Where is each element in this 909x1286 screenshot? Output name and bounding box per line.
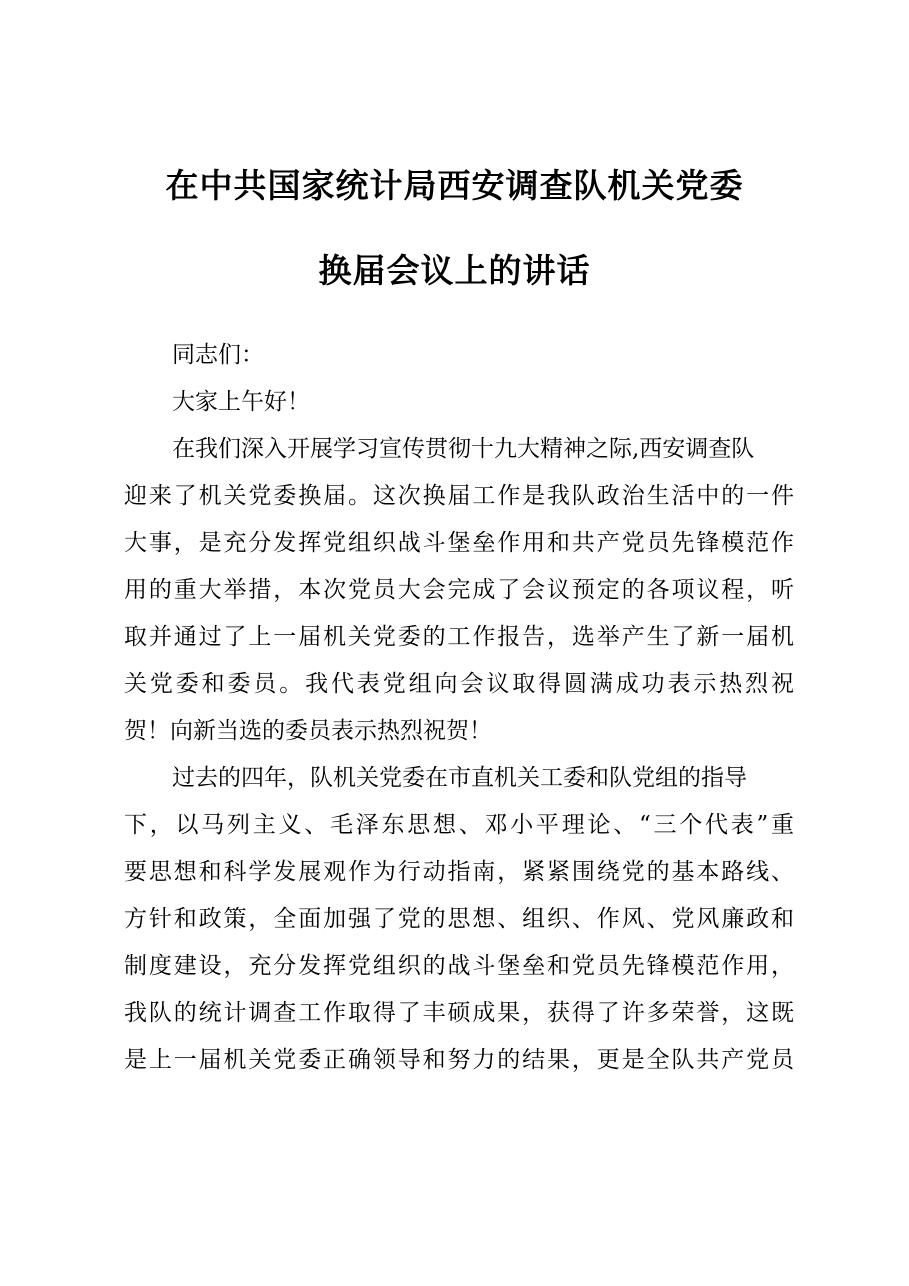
greeting: 大家上午好！ — [172, 389, 310, 415]
paragraph-1-line-5: 取并通过了上一届机关党委的工作报告，选举产生了新一届机 — [124, 624, 794, 650]
paragraph-2-line-1: 过去的四年，队机关党委在市直机关工委和队党组的指导 — [172, 765, 747, 791]
document-title-line-2: 换届会议上的讲话 — [318, 251, 591, 290]
paragraph-2-line-2: 下，以马列主义、毛泽东思想、邓小平理论、“三个代表”重 — [124, 812, 794, 838]
paragraph-2-line-3: 要思想和科学发展观作为行动指南，紧紧围绕党的基本路线、 — [124, 859, 794, 885]
paragraph-2-line-5: 制度建设，充分发挥党组织的战斗堡垒和党员先锋模范作用， — [124, 953, 794, 979]
paragraph-1-line-6: 关党委和委员。我代表党组向会议取得圆满成功表示热烈祝 — [124, 671, 794, 697]
salutation: 同志们： — [172, 342, 264, 368]
paragraph-2-line-4: 方针和政策，全面加强了党的思想、组织、作风、党风廉政和 — [124, 906, 794, 932]
paragraph-2-line-7: 是上一届机关党委正确领导和努力的结果，更是全队共产党员 — [124, 1047, 794, 1073]
document-title-line-1: 在中共国家统计局西安调查队机关党委 — [165, 166, 744, 205]
paragraph-1-line-3: 大事，是充分发挥党组织战斗堡垒作用和共产党员先锋模范作 — [124, 530, 794, 556]
paragraph-1-line-1: 在我们深入开展学习宣传贯彻十九大精神之际,西安调查队 — [172, 436, 755, 462]
paragraph-1-line-4: 用的重大举措，本次党员大会完成了会议预定的各项议程，听 — [124, 577, 794, 603]
paragraph-1-line-2: 迎来了机关党委换届。这次换届工作是我队政治生活中的一件 — [124, 483, 794, 509]
paragraph-2-line-6: 我队的统计调查工作取得了丰硕成果，获得了许多荣誉，这既 — [124, 1000, 794, 1026]
paragraph-1-line-7: 贺！向新当选的委员表示热烈祝贺！ — [124, 718, 492, 744]
